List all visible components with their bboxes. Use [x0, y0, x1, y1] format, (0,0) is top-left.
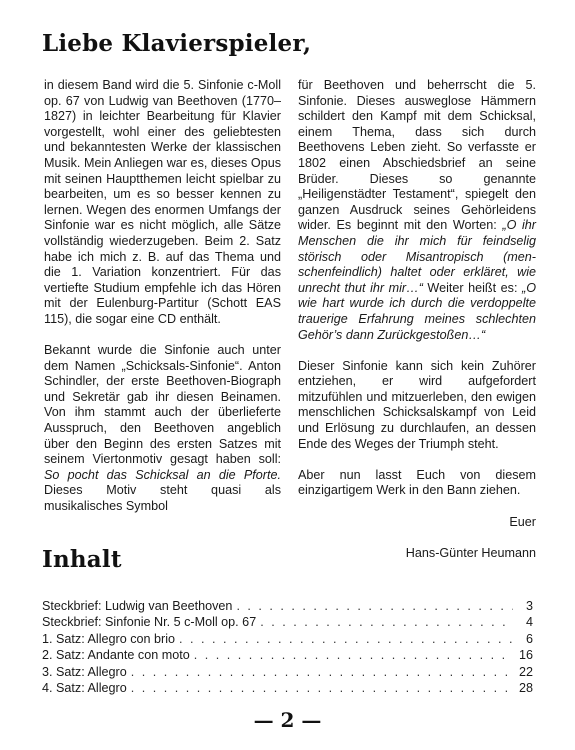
- toc-entry-satz-3[interactable]: [42, 664, 533, 680]
- toc-entry-beethoven[interactable]: [42, 598, 533, 614]
- toc-entry-satz-1[interactable]: [42, 631, 533, 647]
- intro-heading: Liebe Klavierspieler,: [42, 30, 312, 57]
- toc-dot-leader: [194, 647, 513, 663]
- intro-paragraph: in diesem Band wird die 5. Sinfonie c-Moll op. 67 von Ludwig van Beethoven (1770–1827) in leichter Bearbeitung für Klavier vorgestellt, wohl einer des geliebtesten und bekanntesten Werke der klassischen Musik. Mein Anliegen war es, dieses Opus mit seinen Hauptthemen leicht spielbar zu bearbeiten, um es so besser kennen zu lernen. Wegen des enormen Umfangs der Sinfonie war es nicht möglich, alle Sätze vollständig wiederzugeben. Beim 2. Satz habe ich mich z. B. auf das Thema und die 1. Variation konzentriert. Für das vertiefte Studium empfehle ich das Hören mit der Eulenburg-Partitur (Schott EAS 115), die sogar eine CD enthält.: [44, 78, 281, 326]
- toc-dot-leader: [131, 680, 513, 696]
- toc-page-number: 16: [518, 648, 533, 663]
- toc-dot-leader: [260, 614, 513, 630]
- listener-paragraph: Dieser Sinfonie kann sich kein Zuhörer entziehen, er wird aufgefordert mitzufühlen und mitzuerleben, den ewigen menschlichen Schicksalskampf von Leid und Erlösung zu durchlaufen, an dessen Ende des Weges der Triumph steht.: [298, 358, 536, 451]
- toc-entry-label: 2. Satz: Andante con moto: [42, 648, 190, 663]
- toc-page-number: 6: [525, 631, 533, 646]
- schicksal-text-start: Bekannt wurde die Sinfonie auch unter dem Namen „Schicksals-Sinfonie“. Anton Schindler, der erste Beethoven-Biograph und Sekretär gab ihr diesen Beinamen. Von ihm stammt auch der überlieferte Ausspruch, den Beethoven angeblich über den Beginn des ersten Satzes mit seinem Viertonmotiv gesagt haben soll:: [44, 343, 281, 467]
- toc-entry-label: 3. Satz: Allegro: [42, 664, 127, 679]
- toc-entry-label: Steckbrief: Sinfonie Nr. 5 c-Moll op. 67: [42, 615, 257, 630]
- toc-entry-label: 4. Satz: Allegro: [42, 681, 127, 696]
- table-of-contents: [42, 598, 533, 696]
- left-text-column: [44, 78, 281, 530]
- toc-page-number: 28: [518, 681, 533, 696]
- toc-page-number: 22: [518, 664, 533, 679]
- right-text-column: [298, 78, 536, 577]
- schicksal-paragraph: [44, 343, 281, 515]
- testament-text-mid: Weiter heißt es:: [422, 280, 522, 295]
- testament-quote-1: „O ihr Menschen die ihr mich für feindselig störisch oder Misantropisch (menschenfeindlich) haltet oder erkläret, wie unrecht thut ihr mir…“: [298, 218, 536, 295]
- testament-paragraph: [298, 78, 536, 343]
- toc-entry-satz-4[interactable]: [42, 680, 533, 696]
- closing-paragraph: Aber nun lasst Euch von diesem einzigartigem Werk in den Bann ziehen.: [298, 467, 536, 498]
- toc-page-number: 3: [525, 599, 533, 613]
- toc-dot-leader: [236, 598, 513, 614]
- testament-quote-2: „O wie hart wurde ich durch die verdoppelte trauerige Erfahrung meines schlechten Gehör’s dann Zurückgestoßen…“: [298, 280, 536, 342]
- toc-heading: Inhalt: [42, 546, 122, 573]
- toc-entry-label: Steckbrief: Ludwig van Beethoven: [42, 599, 233, 613]
- beethoven-quote: So pocht das Schicksal an die Pforte.: [44, 467, 281, 482]
- page-number: — 2 —: [253, 708, 322, 732]
- toc-entry-sinfonie[interactable]: [42, 614, 533, 630]
- schicksal-text-end: Dieses Motiv steht quasi als musikalisches Symbol: [44, 483, 281, 514]
- toc-dot-leader: [179, 631, 513, 647]
- signature-author: Hans-Günter Heumann: [405, 545, 536, 560]
- toc-page-number: 4: [525, 615, 533, 630]
- toc-entry-satz-2[interactable]: [42, 647, 533, 663]
- toc-entry-label: 1. Satz: Allegro con brio: [42, 631, 176, 646]
- signature-greeting: Euer: [509, 514, 536, 529]
- testament-text-start: für Beethoven und beherrscht die 5. Sinfonie. Dieses ausweglose Hämmern schildert den Kampf mit dem Schicksal, einem Thema, dass sich durch Beethovens Leben zieht. So verfasste er 1802 einen Abschiedsbrief an seine Brüder. Dieses so genannte „Heiligenstädter Testament“, spiegelt den ganzen Ausdruck seines Gehörleidens wider. Es beginnt mit den Worten:: [298, 78, 536, 233]
- toc-dot-leader: [131, 664, 513, 680]
